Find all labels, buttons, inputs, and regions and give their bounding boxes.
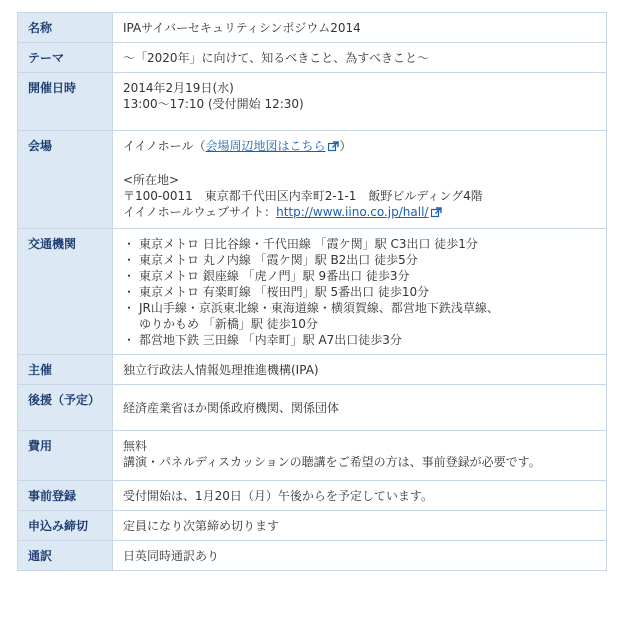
- row-support: [18, 385, 607, 431]
- list-item: ・ 東京メトロ 丸ノ内線 「霞ケ関」駅 B2出口 徒歩5分: [127, 252, 596, 268]
- list-item: ・ 東京メトロ 有楽町線 「桜田門」駅 5番出口 徒歩10分: [127, 284, 596, 300]
- fee-note: 講演・パネルディスカッションの聴講をご希望の方は、事前登録が必要です。: [123, 455, 541, 469]
- venue-name-line: [123, 138, 596, 156]
- website-link[interactable]: http://www.iino.co.jp/hall/: [276, 205, 429, 219]
- label-support: 後援（予定）: [18, 385, 113, 431]
- row-organizer: [18, 355, 607, 385]
- list-item: [127, 300, 596, 332]
- value-fee: [113, 431, 607, 481]
- list-item-continuation: ゆりかもめ 「新橋」駅 徒歩10分: [139, 317, 318, 331]
- row-theme: [18, 43, 607, 73]
- label-interpretation: 通訳: [18, 541, 113, 571]
- address: 〒100-0011 東京都千代田区内幸町2-1-1 飯野ビルディング4階: [123, 189, 483, 203]
- value-registration: 受付開始は、1月20日（月）午後からを予定しています。: [113, 481, 607, 511]
- row-registration: [18, 481, 607, 511]
- row-interpretation: [18, 541, 607, 571]
- row-date: [18, 73, 607, 131]
- list-item: ・ 東京メトロ 日比谷線・千代田線 「霞ケ関」駅 C3出口 徒歩1分: [127, 236, 596, 252]
- list-item: ・ 都営地下鉄 三田線 「内幸町」駅 A7出口徒歩3分: [127, 332, 596, 348]
- row-deadline: [18, 511, 607, 541]
- row-name: [18, 13, 607, 43]
- time-line: 13:00～17:10 (受付開始 12:30): [123, 97, 304, 111]
- label-fee: 費用: [18, 431, 113, 481]
- row-access: [18, 229, 607, 355]
- value-venue: [113, 131, 607, 229]
- label-name: 名称: [18, 13, 113, 43]
- row-fee: [18, 431, 607, 481]
- value-deadline: 定員になり次第締め切ります: [113, 511, 607, 541]
- value-interpretation: 日英同時通訳あり: [113, 541, 607, 571]
- label-deadline: 申込み締切: [18, 511, 113, 541]
- external-link-icon: [431, 206, 442, 222]
- label-organizer: 主催: [18, 355, 113, 385]
- external-link-icon: [328, 140, 339, 156]
- event-info-table: [17, 12, 607, 571]
- row-venue: [18, 131, 607, 229]
- venue-name-suffix: ）: [339, 139, 352, 153]
- list-item-text: ・ JR山手線・京浜東北線・東海道線・横須賀線、都営地下鉄浅草線、: [139, 301, 499, 315]
- label-venue: 会場: [18, 131, 113, 229]
- website-line: [123, 204, 596, 222]
- venue-name: イイノホール（: [123, 139, 206, 153]
- value-access: [113, 229, 607, 355]
- address-heading: <所在地>: [123, 173, 180, 187]
- value-theme: ～「2020年」に向けて、知るべきこと、為すべきこと～: [113, 43, 607, 73]
- map-link[interactable]: 会場周辺地図はこちら: [205, 139, 326, 153]
- date-line: 2014年2月19日(水): [123, 81, 234, 95]
- fee-line: 無料: [123, 439, 148, 453]
- list-item: ・ 東京メトロ 銀座線 「虎ノ門」駅 9番出口 徒歩3分: [127, 268, 596, 284]
- access-list: [123, 236, 596, 348]
- website-label: イイノホールウェブサイト：: [123, 205, 277, 219]
- value-support: 経済産業省ほか関係政府機関、関係団体: [113, 385, 607, 431]
- value-organizer: 独立行政法人情報処理推進機構(IPA): [113, 355, 607, 385]
- label-theme: テーマ: [18, 43, 113, 73]
- value-name: IPAサイバーセキュリティシンポジウム2014: [113, 13, 607, 43]
- label-date: 開催日時: [18, 73, 113, 131]
- label-access: 交通機関: [18, 229, 113, 355]
- label-registration: 事前登録: [18, 481, 113, 511]
- value-date: [113, 73, 607, 131]
